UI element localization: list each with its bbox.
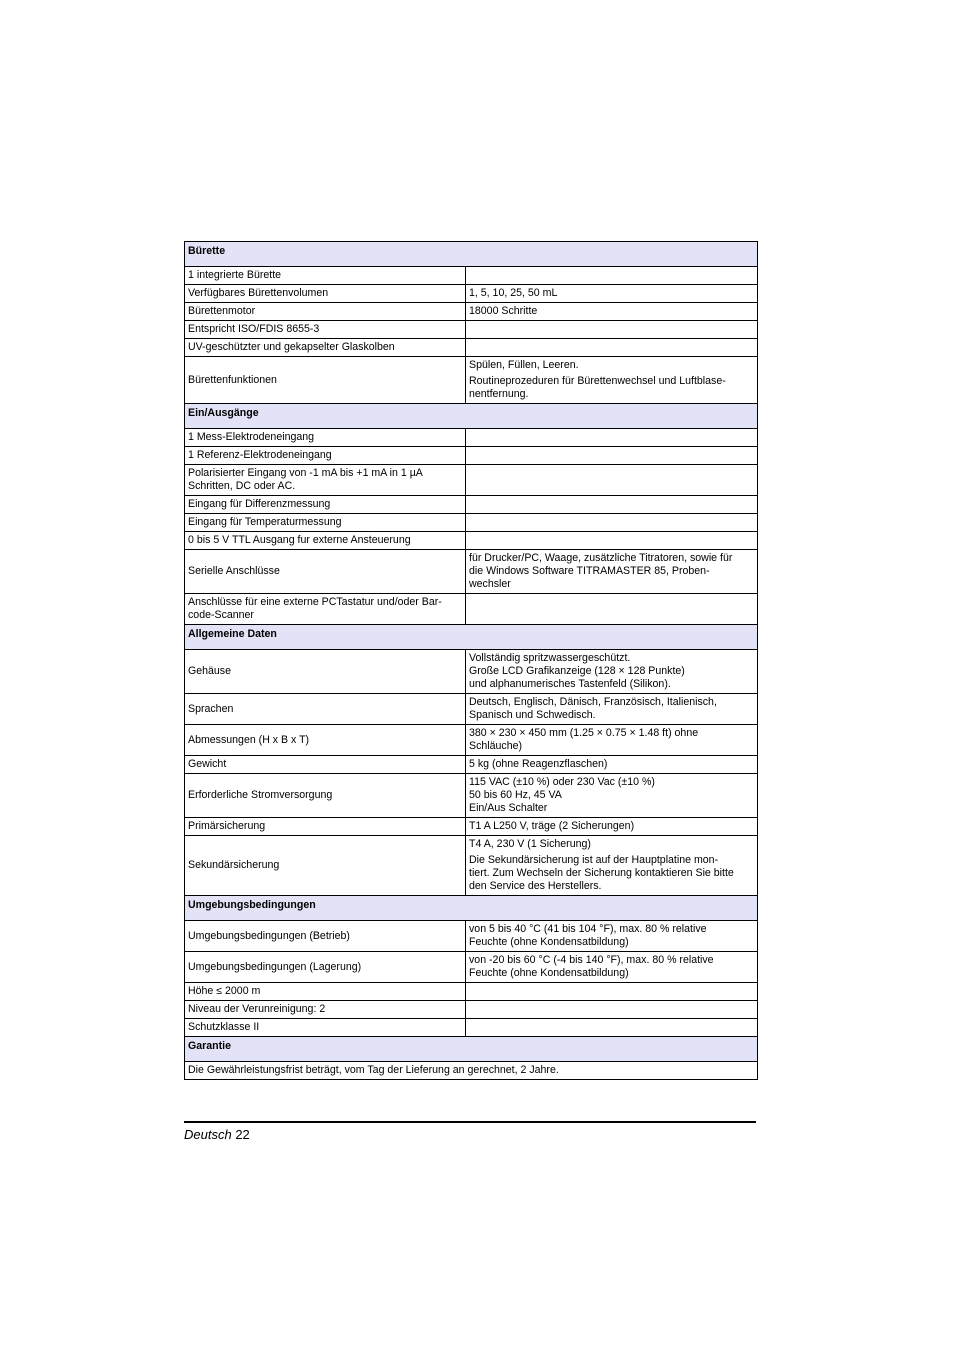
table-row	[185, 921, 758, 952]
table-row	[185, 952, 758, 983]
text-line: 1, 5, 10, 25, 50 mL	[469, 287, 558, 299]
section-title: Umgebungsbedingungen	[185, 896, 758, 921]
spec-value	[466, 357, 758, 404]
spec-value	[466, 836, 758, 896]
spec-label: Eingang für Differenzmessung	[185, 496, 466, 514]
table-row	[185, 267, 758, 285]
text-line: Spanisch und Schwedisch.	[469, 709, 596, 721]
text-line: die Windows Software TITRAMASTER 85, Proben-	[469, 565, 710, 577]
spec-value-paragraph	[469, 375, 754, 401]
spec-value	[466, 1019, 758, 1037]
spec-label: Erforderliche Stromversorgung	[185, 774, 466, 818]
spec-value	[466, 447, 758, 465]
spec-label: Sekundärsicherung	[185, 836, 466, 896]
section-title: Allgemeine Daten	[185, 625, 758, 650]
spec-value	[466, 983, 758, 1001]
spec-value-paragraph	[469, 287, 754, 300]
spec-label: Umgebungsbedingungen (Lagerung)	[185, 952, 466, 983]
table-row	[185, 836, 758, 896]
table-row	[185, 339, 758, 357]
text-line: code-Scanner	[188, 609, 254, 621]
table-row	[185, 303, 758, 321]
text-line: 50 bis 60 Hz, 45 VA	[469, 789, 562, 801]
table-row	[185, 594, 758, 625]
text-line: Schritten, DC oder AC.	[188, 480, 296, 492]
spec-label: Entspricht ISO/FDIS 8655-3	[185, 321, 466, 339]
text-line: T4 A, 230 V (1 Sicherung)	[469, 838, 591, 850]
spec-value-paragraph	[469, 696, 754, 722]
text-line: den Service des Herstellers.	[469, 880, 602, 892]
section-header-allgemeine-daten	[185, 625, 758, 650]
text-line: tiert. Zum Wechseln der Sicherung kontaktieren Sie bitte	[469, 867, 734, 879]
spec-label	[185, 465, 466, 496]
table-row	[185, 321, 758, 339]
section-title: Ein/Ausgänge	[185, 404, 758, 429]
spec-value	[466, 725, 758, 756]
spec-value	[466, 694, 758, 725]
section-header-garantie	[185, 1037, 758, 1062]
text-line: T1 A L250 V, träge (2 Sicherungen)	[469, 820, 635, 832]
spec-value	[466, 774, 758, 818]
spec-value	[466, 465, 758, 496]
spec-label: Primärsicherung	[185, 818, 466, 836]
full-width-cell: Die Gewährleistungsfrist beträgt, vom Tag der Lieferung an gerechnet, 2 Jahre.	[185, 1062, 758, 1080]
section-title: Garantie	[185, 1037, 758, 1062]
spec-value-paragraph	[469, 954, 754, 980]
table-row	[185, 756, 758, 774]
text-line: 18000 Schritte	[469, 305, 538, 317]
spec-value	[466, 496, 758, 514]
spec-label: Höhe ≤ 2000 m	[185, 983, 466, 1001]
section-header-umgebungsbedingungen	[185, 896, 758, 921]
spec-value	[466, 650, 758, 694]
spec-value	[466, 267, 758, 285]
table-row	[185, 725, 758, 756]
spec-label	[185, 594, 466, 625]
text-line: 115 VAC (±10 %) oder 230 Vac (±10 %)	[469, 776, 655, 788]
text-line: wechsler	[469, 578, 511, 590]
table-row	[185, 818, 758, 836]
spec-value	[466, 594, 758, 625]
text-line: Spülen, Füllen, Leeren.	[469, 359, 579, 371]
spec-value	[466, 952, 758, 983]
text-line: und alphanumerisches Tastenfeld (Silikon).	[469, 678, 671, 690]
spec-value-paragraph	[469, 923, 754, 949]
text-line: Vollständig spritzwassergeschützt.	[469, 652, 631, 664]
spec-label: UV-geschützter und gekapselter Glaskolben	[185, 339, 466, 357]
spec-value	[466, 429, 758, 447]
spec-label: Eingang für Temperaturmessung	[185, 514, 466, 532]
spec-value	[466, 1001, 758, 1019]
table-row	[185, 1062, 758, 1080]
spec-value-paragraph	[469, 552, 754, 591]
text-line: Deutsch, Englisch, Dänisch, Französisch, Italienisch,	[469, 696, 717, 708]
spec-value-paragraph	[469, 820, 754, 833]
section-header-buerette	[185, 242, 758, 267]
table-row	[185, 357, 758, 404]
spec-value-paragraph	[469, 652, 754, 691]
table-row	[185, 650, 758, 694]
spec-value	[466, 285, 758, 303]
spec-value	[466, 532, 758, 550]
spec-label: Schutzklasse II	[185, 1019, 466, 1037]
text-line: 5 kg (ohne Reagenzflaschen)	[469, 758, 608, 770]
spec-value	[466, 550, 758, 594]
spec-label: Gewicht	[185, 756, 466, 774]
footer-page-number: 22	[235, 1127, 250, 1142]
text-line: Feuchte (ohne Kondensatbildung)	[469, 936, 629, 948]
table-row	[185, 285, 758, 303]
table-row	[185, 983, 758, 1001]
spec-label: Gehäuse	[185, 650, 466, 694]
text-line: von 5 bis 40 °C (41 bis 104 °F), max. 80 % relative	[469, 923, 707, 935]
spec-value	[466, 514, 758, 532]
table-row	[185, 496, 758, 514]
table-row	[185, 429, 758, 447]
spec-value-paragraph	[469, 305, 754, 318]
text-line: 380 × 230 × 450 mm (1.25 × 0.75 × 1.48 ft) ohne	[469, 727, 699, 739]
table-row	[185, 532, 758, 550]
text-line: Polarisierter Eingang von -1 mA bis +1 mA in 1 µA	[188, 467, 423, 479]
spec-label: Abmessungen (H x B x T)	[185, 725, 466, 756]
text-line: Die Sekundärsicherung ist auf der Hauptplatine mon-	[469, 854, 719, 866]
table-row	[185, 465, 758, 496]
spec-value-paragraph	[469, 727, 754, 753]
text-line: Routineprozeduren für Bürettenwechsel und Luftblase-	[469, 375, 726, 387]
table-row	[185, 694, 758, 725]
spec-label: Niveau der Verunreinigung: 2	[185, 1001, 466, 1019]
table-row	[185, 514, 758, 532]
spec-label: 1 integrierte Bürette	[185, 267, 466, 285]
table-row	[185, 1001, 758, 1019]
spec-label: Verfügbares Bürettenvolumen	[185, 285, 466, 303]
text-line: nentfernung.	[469, 388, 529, 400]
table-row	[185, 774, 758, 818]
spec-label: Bürettenmotor	[185, 303, 466, 321]
table-row	[185, 447, 758, 465]
section-header-ein-ausgaenge	[185, 404, 758, 429]
spec-value-paragraph	[469, 854, 754, 893]
spec-value-paragraph	[469, 359, 754, 372]
spec-value-paragraph	[469, 758, 754, 771]
spec-value-paragraph	[469, 838, 754, 851]
spec-value	[466, 756, 758, 774]
page-footer	[184, 1127, 250, 1143]
text-line: Ein/Aus Schalter	[469, 802, 548, 814]
spec-label: 0 bis 5 V TTL Ausgang fur externe Ansteuerung	[185, 532, 466, 550]
text-line: Anschlüsse für eine externe PCTastatur und/oder Bar-	[188, 596, 442, 608]
table-row	[185, 1019, 758, 1037]
section-title: Bürette	[185, 242, 758, 267]
spec-value	[466, 339, 758, 357]
spec-label: Sprachen	[185, 694, 466, 725]
spec-label: 1 Referenz-Elektrodeneingang	[185, 447, 466, 465]
spec-value	[466, 921, 758, 952]
spec-value-paragraph	[469, 776, 754, 815]
footer-language: Deutsch	[184, 1127, 232, 1142]
text-line: Schläuche)	[469, 740, 522, 752]
text-line: Feuchte (ohne Kondensatbildung)	[469, 967, 629, 979]
text-line: von -20 bis 60 °C (-4 bis 140 °F), max. 80 % relative	[469, 954, 714, 966]
spec-label: Bürettenfunktionen	[185, 357, 466, 404]
footer-rule	[184, 1121, 756, 1123]
spec-label: Umgebungsbedingungen (Betrieb)	[185, 921, 466, 952]
spec-value	[466, 303, 758, 321]
text-line: für Drucker/PC, Waage, zusätzliche Titratoren, sowie für	[469, 552, 733, 564]
text-line: Große LCD Grafikanzeige (128 × 128 Punkte)	[469, 665, 685, 677]
spec-value	[466, 818, 758, 836]
specifications-table-body	[185, 242, 758, 1080]
spec-label: 1 Mess-Elektrodeneingang	[185, 429, 466, 447]
spec-value	[466, 321, 758, 339]
table-row	[185, 550, 758, 594]
specifications-table	[184, 241, 758, 1080]
spec-label: Serielle Anschlüsse	[185, 550, 466, 594]
